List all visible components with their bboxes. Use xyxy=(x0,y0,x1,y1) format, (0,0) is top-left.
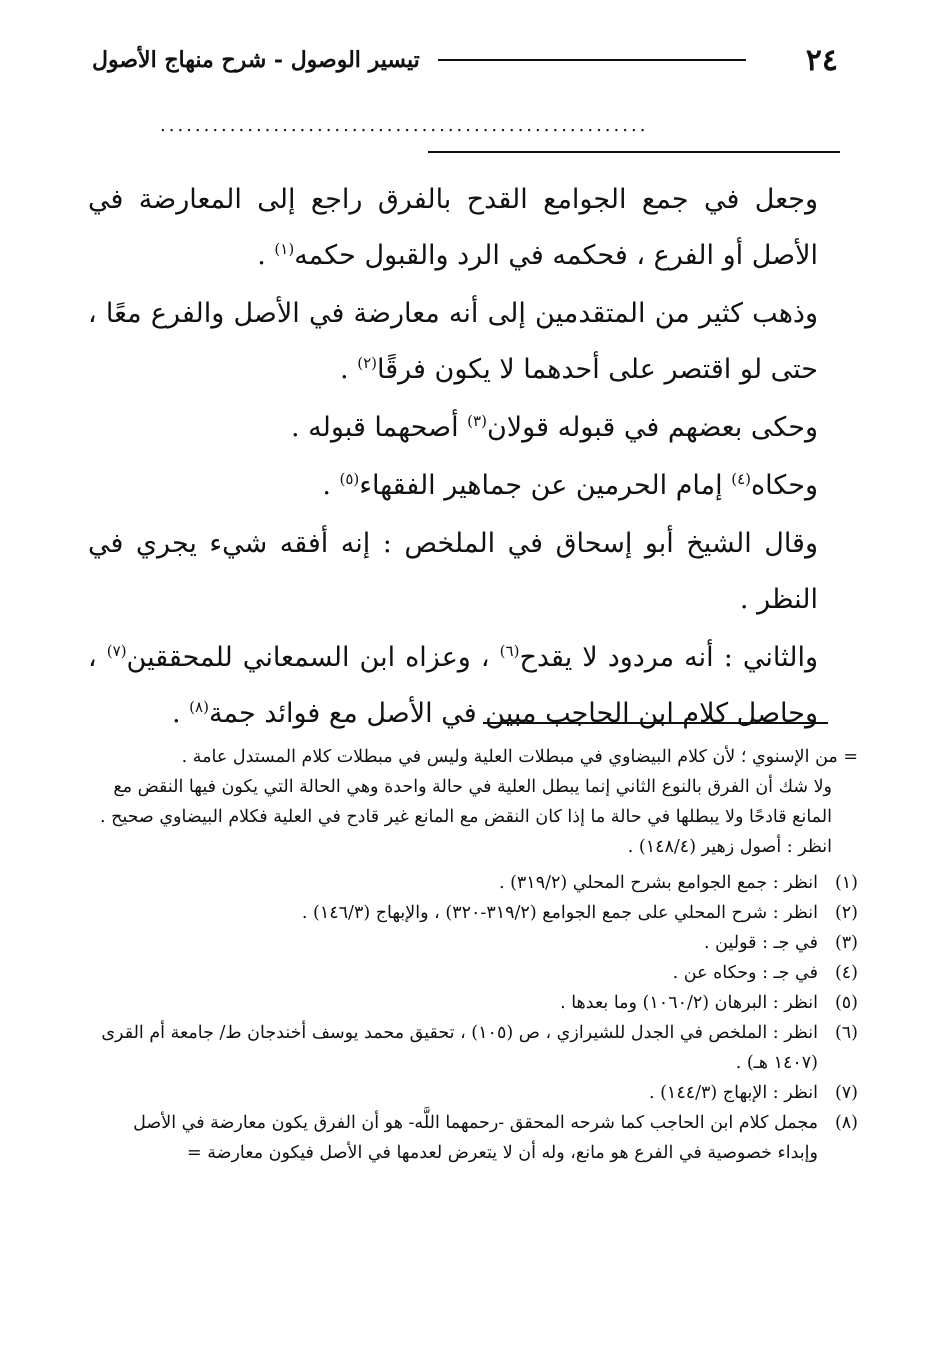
footnote-ref-4[interactable]: (٤) xyxy=(731,470,751,488)
footnote-4: (٤) في جـ : وحكاه عن . xyxy=(672,963,858,983)
footnote-7: (٧) انظر : الإبهاج (١٤٤/٣) . xyxy=(648,1083,858,1103)
dotted-separator: ........................................................ xyxy=(160,116,649,136)
paragraph-3: وحكى بعضهم في قبوله قولان$^{(٣)}$ أصحهما قبوله . xyxy=(290,412,818,443)
footnote-ref-7[interactable]: (٧) xyxy=(106,642,127,660)
footnote-2: (٢) انظر : شرح المحلي على جمع الجوامع (٣١٩/٢-٣٢٠) ، والإبهاج (١٤٦/٣) . xyxy=(301,903,858,923)
footnote-ref-6[interactable]: (٦) xyxy=(499,642,520,660)
paragraph-6: والثاني : أنه مردود لا يقدح$^{(٦)}$ ، وعزاه ابن السمعاني للمحققين$^{(٧)}$ ، وحاصل كلام ابن الحاجب مبين في الأصل مع فوائد جمة$^{(٨)}$ . xyxy=(88,642,819,729)
footnote-3: (٣) في جـ : قولين . xyxy=(704,933,858,953)
footnote-rule xyxy=(483,722,828,724)
footnote-6: (٦) انظر : الملخص في الجدل للشيرازي ، ص (١٠٥) ، تحقيق محمد يوسف أخندجان ط/ جامعة أم القرى (١٤٠٧ هـ) . xyxy=(101,1023,858,1073)
footnote-5: (٥) انظر : البرهان (١٠٦٠/٢) وما بعدها . xyxy=(560,993,858,1013)
paragraph-4: وحكاه$^{(٤)}$ إمام الحرمين عن جماهير الفقهاء$^{(٥)}$ . xyxy=(322,470,818,501)
footnote-ref-5[interactable]: (٥) xyxy=(339,470,360,488)
footnote-ref-1[interactable]: (١) xyxy=(274,240,295,258)
footnote-8: (٨) مجمل كلام ابن الحاجب كما شرحه المحقق -رحمهما اللَّه- هو أن الفرق يكون معارضة في الأصل وإبداء خصوصية في الفرع هو مانع، وله أن لا يتعرض لعدمها في الأصل فيكون معارضة = xyxy=(133,1113,858,1163)
header-rule xyxy=(438,59,746,61)
footnote-1: (١) انظر : جمع الجوامع بشرح المحلي (٣١٩/٢) . xyxy=(498,873,858,893)
paragraph-1: وجعل في جمع الجوامع القدح بالفرق راجع إلى المعارضة في الأصل أو الفرع ، فحكمه في الرد والقبول حكمه$^{(١)}$ . xyxy=(88,184,818,271)
footnotes xyxy=(88,742,858,1168)
top-rule xyxy=(428,151,840,153)
footnote-continuation: = من الإسنوي ؛ لأن كلام البيضاوي في مبطلات العلية وليس في مبطلات كلام المستدل عامة . ولا شك أن الفرق بالنوع الثاني إنما يبطل العلية في حالة واحدة وهي الحالة التي يكون فيها النقض مع المانع قادحًا ولا يبطلها في حالة ما إذا كان النقض مع المانع غير قادح في العلية فكلام البيضاوي صحيح . انظر : أصول زهير (١٤٨/٤) . xyxy=(99,747,858,857)
footnote-ref-8[interactable]: (٨) xyxy=(189,698,209,716)
running-title: تيسير الوصول - شرح منهاج الأصول xyxy=(92,47,420,73)
page-header xyxy=(92,40,838,80)
footnote-ref-2[interactable]: (٢) xyxy=(357,354,377,372)
footnote-ref-3[interactable]: (٣) xyxy=(467,412,487,430)
paragraph-2: وذهب كثير من المتقدمين إلى أنه معارضة في الأصل والفرع معًا ، حتى لو اقتصر على أحدهما لا يكون فرقًا$^{(٢)}$ . xyxy=(88,298,818,385)
page-number: ٢٤ xyxy=(805,42,838,78)
main-text xyxy=(88,172,858,744)
paragraph-5: وقال الشيخ أبو إسحاق في الملخص : إنه أفقه شيء يجري في النظر . xyxy=(88,528,818,615)
